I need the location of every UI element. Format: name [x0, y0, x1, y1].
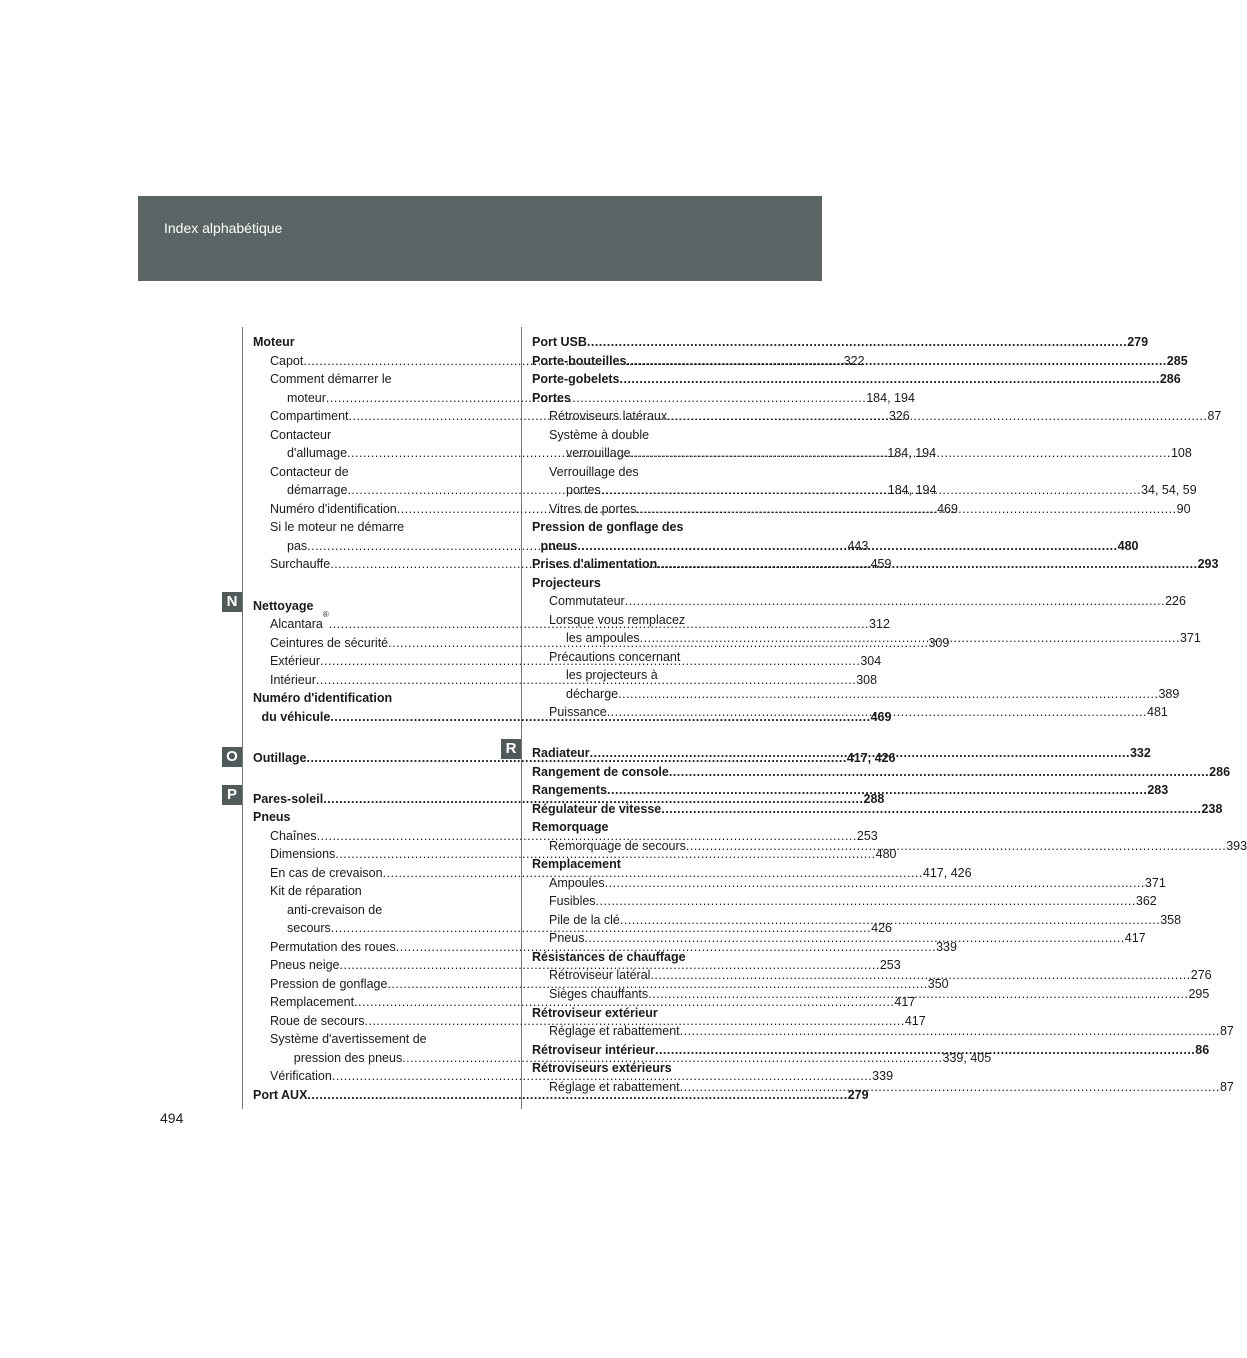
entry-label: portes	[566, 483, 601, 497]
entry-label: Pares-soleil	[253, 792, 324, 806]
entry-label: Kit de réparation	[270, 884, 362, 898]
index-entry-resistances	[532, 948, 751, 967]
entry-page-ref[interactable]: 417	[894, 995, 916, 1009]
letter-tab-r: R	[501, 739, 521, 759]
entry-page-ref[interactable]: 253	[856, 829, 878, 843]
entry-label: Pression de gonflage	[270, 977, 388, 991]
entry-page-ref[interactable]: 393	[1226, 839, 1247, 853]
index-entry-pneus	[253, 808, 472, 827]
dot-leader	[667, 407, 1207, 426]
entry-label: anti-crevaison de	[287, 903, 383, 917]
entry-label: décharge	[566, 687, 619, 701]
entry-label: Réglage et rabattement	[549, 1080, 680, 1094]
entry-page-ref[interactable]: 253	[879, 958, 901, 972]
entry-page-ref[interactable]: 417, 426	[922, 866, 972, 880]
entry-page-ref[interactable]: 312	[869, 617, 890, 631]
dot-leader	[601, 481, 1141, 500]
entry-label: Dimensions	[270, 847, 336, 861]
index-entry-retroviseurs-ext	[532, 1059, 751, 1078]
entry-label: Précautions concernant	[549, 650, 681, 664]
dot-leader	[618, 685, 1158, 704]
entry-page-ref[interactable]: 285	[1166, 354, 1188, 368]
entry-label: En cas de crevaison	[270, 866, 383, 880]
entry-label: Rétroviseur extérieur	[532, 1006, 658, 1020]
dot-leader	[607, 703, 1147, 722]
entry-label: Lorsque vous remplacez	[549, 613, 686, 627]
index-entry-porte-gobelets	[532, 370, 1181, 389]
entry-label: Prises d'alimentation	[532, 557, 658, 571]
index-entry-systeme-avert-1	[253, 1030, 472, 1049]
entry-label: Porte-bouteilles	[532, 354, 627, 368]
entry-label: Remorquage	[532, 820, 609, 834]
entry-label: d'allumage	[287, 446, 348, 460]
entry-page-ref[interactable]: 417, 426	[846, 751, 896, 765]
entry-label: Roue de secours	[270, 1014, 365, 1028]
entry-label: Extérieur	[270, 654, 321, 668]
entry-label: Port AUX	[253, 1088, 308, 1102]
entry-label: Numéro d'identification	[270, 502, 397, 516]
entry-page-ref[interactable]: 283	[1147, 783, 1169, 797]
entry-label: Porte-gobelets	[532, 372, 620, 386]
index-entry-contacteur-demarrage-1	[253, 463, 472, 482]
entry-page-ref[interactable]: 332	[1129, 746, 1151, 760]
entry-label: Rangement de console	[532, 765, 669, 779]
entry-page-ref[interactable]: 90	[1176, 502, 1191, 516]
entry-page-ref[interactable]: 339	[936, 940, 957, 954]
index-entry-commutateur	[532, 592, 1186, 611]
entry-label: Si le moteur ne démarre	[270, 520, 405, 534]
letter-tab-o: O	[222, 747, 242, 767]
registered-mark: ®	[322, 610, 329, 619]
entry-page-ref[interactable]: 417	[1124, 931, 1146, 945]
entry-label: Pile de la clé	[549, 913, 620, 927]
dot-leader	[626, 352, 1166, 371]
index-entry-systeme-double-1	[532, 426, 751, 445]
entry-page-ref[interactable]: 371	[1144, 876, 1166, 890]
index-entry-reglage-1	[532, 1022, 1234, 1041]
entry-label: Résistances de chauffage	[532, 950, 686, 964]
entry-label: Comment démarrer le	[270, 372, 392, 386]
dot-leader	[636, 500, 1176, 519]
entry-label: Contacteur	[270, 428, 332, 442]
entry-label: les ampoules	[566, 631, 640, 645]
entry-label: Commutateur	[549, 594, 625, 608]
entry-page-ref[interactable]: 34, 54, 59	[1141, 483, 1197, 497]
entry-label: Sièges chauffants	[549, 987, 649, 1001]
entry-label: Moteur	[253, 335, 295, 349]
entry-label: moteur	[287, 391, 326, 405]
entry-page-ref[interactable]: 309	[928, 636, 950, 650]
dot-leader	[640, 629, 1180, 648]
entry-label: Portes	[532, 391, 571, 405]
entry-label: Pneus	[549, 931, 585, 945]
index-entry-projecteurs	[532, 574, 751, 593]
entry-label: Rétroviseur intérieur	[532, 1043, 655, 1057]
entry-label: Rangements	[532, 783, 608, 797]
entry-page-ref[interactable]: 371	[1179, 631, 1201, 645]
dot-leader	[669, 763, 1209, 782]
entry-page-ref[interactable]: 184, 194	[887, 483, 937, 497]
entry-label: Puissance	[549, 705, 607, 719]
entry-page-ref[interactable]: 480	[1117, 539, 1139, 553]
entry-page-ref[interactable]: 480	[875, 847, 897, 861]
entry-page-ref[interactable]: 426	[871, 921, 892, 935]
index-entry-remorquage	[532, 818, 751, 837]
entry-page-ref[interactable]: 459	[870, 557, 892, 571]
entry-page-ref[interactable]: 339	[872, 1069, 894, 1083]
entry-label: Remplacement	[270, 995, 355, 1009]
entry-label: Port USB	[532, 335, 587, 349]
dot-leader	[596, 892, 1136, 911]
entry-label: Compartiment	[270, 409, 349, 423]
entry-page-ref[interactable]: 279	[847, 1088, 869, 1102]
entry-page-ref[interactable]: 286	[1209, 765, 1231, 779]
dot-leader	[607, 781, 1147, 800]
entry-label: Capot	[270, 354, 304, 368]
index-entry-regulateur	[532, 800, 1223, 819]
entry-label: secours	[287, 921, 331, 935]
entry-label: Ampoules	[549, 876, 605, 890]
entry-label: Permutation des roues	[270, 940, 396, 954]
entry-page-ref[interactable]: 288	[863, 792, 885, 806]
index-entry-ampoules	[532, 874, 1166, 893]
entry-page-ref[interactable]: 339, 405	[942, 1051, 992, 1065]
index-entry-nettoyage	[253, 597, 472, 616]
index-entry-numero-vehicule-1	[253, 689, 472, 708]
entry-label: Nettoyage	[253, 599, 314, 613]
entry-page-ref[interactable]: 308	[856, 673, 878, 687]
dot-leader	[620, 370, 1160, 389]
dot-leader	[590, 744, 1130, 763]
entry-page-ref[interactable]: 86	[1195, 1043, 1210, 1057]
page-number: 494	[160, 1110, 184, 1126]
index-entry-kit-1	[253, 882, 472, 901]
entry-page-ref[interactable]: 358	[1160, 913, 1182, 927]
entry-page-ref[interactable]: 469	[937, 502, 958, 516]
entry-label: Numéro d'identification	[253, 691, 393, 705]
entry-label: Vitres de portes	[549, 502, 637, 516]
index-entry-rangement-console	[532, 763, 1231, 782]
index-entry-precautions-1	[532, 648, 751, 667]
entry-page-ref[interactable]: 184, 194	[887, 446, 937, 460]
entry-page-ref[interactable]: 276	[1190, 968, 1212, 982]
entry-page-ref[interactable]: 184, 194	[866, 391, 915, 405]
entry-label: du véhicule	[261, 710, 331, 724]
entry-page-ref[interactable]: 87	[1207, 409, 1222, 423]
entry-label: Rétroviseurs extérieurs	[532, 1061, 672, 1075]
entry-label: Vérification	[270, 1069, 332, 1083]
dot-leader	[605, 874, 1145, 893]
left-column-rule	[242, 327, 243, 1109]
index-entry-contacteur-1	[253, 426, 472, 445]
entry-page-ref[interactable]: 238	[1201, 802, 1223, 816]
entry-page-ref[interactable]: 481	[1147, 705, 1168, 719]
entry-label: Rétroviseur latéral	[549, 968, 651, 982]
entry-label: Rétroviseurs latéraux	[549, 409, 668, 423]
letter-tab-p: P	[222, 785, 242, 805]
entry-label: Système d'avertissement de	[270, 1032, 427, 1046]
index-entry-verrouillage-1	[532, 463, 751, 482]
dot-leader	[686, 837, 1226, 856]
index-entry-remplacement-r	[532, 855, 751, 874]
entry-page-ref[interactable]: 322	[843, 354, 865, 368]
dot-leader	[648, 985, 1188, 1004]
entry-label: Régulateur de vitesse	[532, 802, 662, 816]
dot-leader	[631, 444, 1171, 463]
entry-page-ref[interactable]: 87	[1219, 1024, 1234, 1038]
entry-label: démarrage	[287, 483, 348, 497]
entry-label: Pneus neige	[270, 958, 340, 972]
entry-label: Projecteurs	[532, 576, 601, 590]
entry-page-ref[interactable]: 362	[1135, 894, 1157, 908]
dot-leader	[655, 1041, 1195, 1060]
index-entry-portes	[532, 389, 751, 408]
entry-label: Contacteur de	[270, 465, 349, 479]
entry-label: Remorquage de secours	[549, 839, 686, 853]
index-entry-port-usb	[532, 333, 1149, 352]
index-entry-retroviseur-ext	[532, 1004, 751, 1023]
dot-leader	[625, 592, 1165, 611]
entry-label: verrouillage	[566, 446, 631, 460]
dot-leader	[584, 929, 1124, 948]
entry-label: pression des pneus	[293, 1051, 403, 1065]
entry-page-ref[interactable]: 304	[860, 654, 882, 668]
entry-page-ref[interactable]: 293	[1197, 557, 1219, 571]
dot-leader	[657, 555, 1197, 574]
entry-page-ref[interactable]: 87	[1219, 1080, 1234, 1094]
index-entry-precautions-2	[532, 666, 751, 685]
entry-label: Chaînes	[270, 829, 317, 843]
index-entry-moteur	[253, 333, 472, 352]
entry-label: Radiateur	[532, 746, 590, 760]
entry-label: Verrouillage des	[549, 465, 639, 479]
entry-label: Fusibles	[549, 894, 596, 908]
entry-page-ref[interactable]: 326	[888, 409, 910, 423]
index-entry-lorsque-1	[532, 611, 751, 630]
dot-leader	[680, 1078, 1220, 1097]
entry-page-ref[interactable]: 389	[1158, 687, 1180, 701]
entry-label: Système à double	[549, 428, 650, 442]
dot-leader	[650, 966, 1190, 985]
entry-page-ref[interactable]: 286	[1159, 372, 1181, 386]
entry-page-ref[interactable]: 350	[927, 977, 949, 991]
index-entry-si-moteur-1	[253, 518, 472, 537]
entry-label: Outillage	[253, 751, 307, 765]
index-entry-fusibles	[532, 892, 1157, 911]
entry-label: Remplacement	[532, 857, 621, 871]
entry-label: Pneus	[253, 810, 291, 824]
index-entry-pression-gonflage-1	[532, 518, 751, 537]
dot-leader	[661, 800, 1201, 819]
dot-leader	[620, 911, 1160, 930]
entry-page-ref[interactable]: 443	[847, 539, 869, 553]
entry-page-ref[interactable]: 469	[870, 710, 892, 724]
entry-page-ref[interactable]: 279	[1127, 335, 1149, 349]
entry-page-ref[interactable]: 417	[904, 1014, 926, 1028]
dot-leader	[680, 1022, 1220, 1041]
dot-leader	[587, 333, 1127, 352]
entry-page-ref[interactable]: 295	[1188, 987, 1210, 1001]
entry-label: Réglage et rabattement	[549, 1024, 680, 1038]
entry-label: Alcantara	[270, 617, 323, 631]
entry-label: les projecteurs à	[566, 668, 658, 682]
entry-label: Ceintures de sécurité	[270, 636, 389, 650]
entry-label: Surchauffe	[270, 557, 331, 571]
entry-page-ref[interactable]: 226	[1165, 594, 1186, 608]
entry-label: Intérieur	[270, 673, 316, 687]
index-entry-precautions-3	[532, 685, 1180, 704]
entry-label: pneus	[540, 539, 578, 553]
entry-page-ref[interactable]: 108	[1170, 446, 1192, 460]
dot-leader	[577, 537, 1117, 556]
entry-label: pas	[287, 539, 308, 553]
header-title: Index alphabétique	[164, 220, 283, 236]
index-entry-kit-2	[253, 901, 472, 920]
entry-label: Pression de gonflage des	[532, 520, 684, 534]
index-entry-comment-demarrer-1	[253, 370, 472, 389]
letter-tab-n: N	[222, 592, 242, 612]
page-header	[138, 196, 822, 281]
